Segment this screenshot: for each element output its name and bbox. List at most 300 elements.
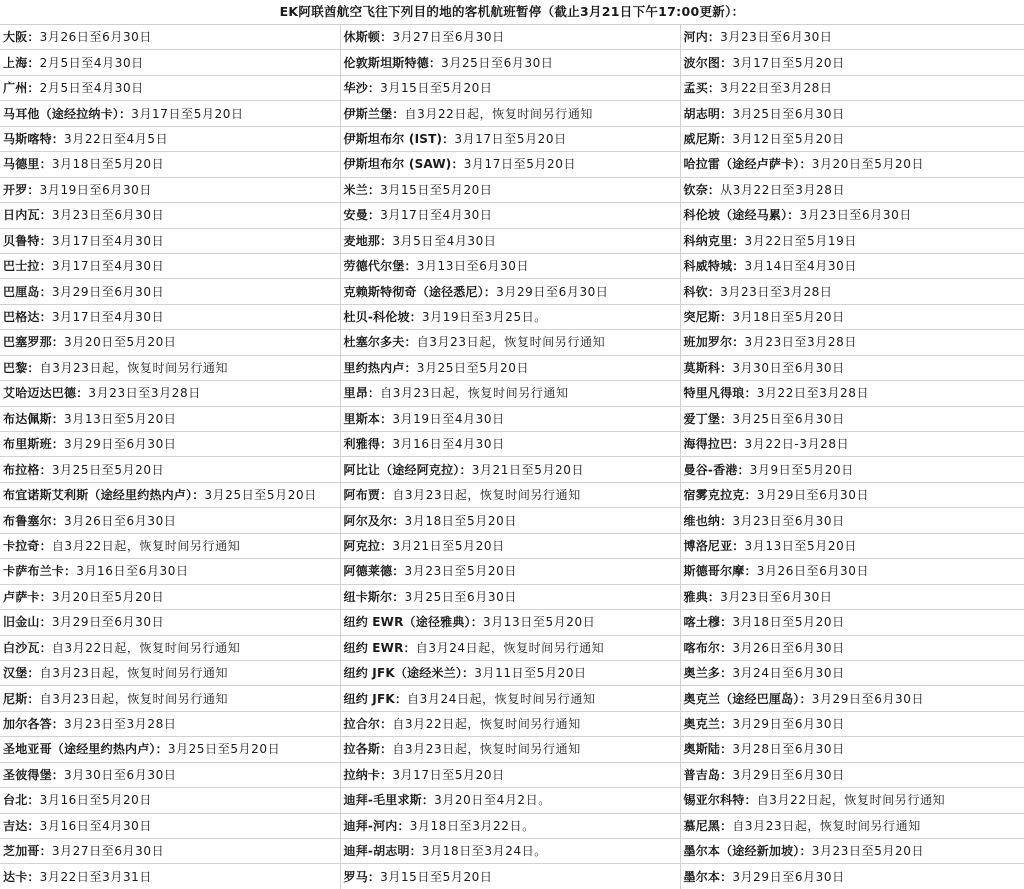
table-row (0, 330, 1024, 355)
table-cell (340, 203, 680, 228)
table-cell (680, 584, 1024, 609)
table-row (0, 457, 1024, 482)
table-cell (0, 152, 340, 177)
table-cell (340, 330, 680, 355)
suspension-period: 3月29日至6月30日 (732, 717, 845, 732)
suspension-period: 自3月23日起，恢复时间另行通知 (392, 742, 581, 757)
suspension-period: 自3月23日起，恢复时间另行通知 (732, 818, 921, 833)
destination-name: 巴格达： (3, 310, 52, 325)
destination-name: 墨尔本： (683, 869, 733, 884)
table-cell (680, 177, 1024, 202)
table-cell (0, 864, 340, 889)
destination-name: 卡拉奇： (3, 538, 52, 553)
suspension-period: 自3月24日起，恢复时间另行通知 (407, 691, 596, 706)
destination-name: 拉纳卡： (343, 767, 393, 782)
table-cell (340, 355, 680, 380)
table-cell (0, 279, 340, 304)
destination-name: 劳德代尔堡： (343, 259, 417, 274)
destination-name: 奥克兰： (683, 717, 733, 732)
table-cell (340, 279, 680, 304)
suspension-period: 3月29日至6月30日 (496, 284, 609, 299)
table-cell (680, 355, 1024, 380)
suspension-period: 自3月22日起，恢复时间另行通知 (392, 717, 581, 732)
destination-name: 爱丁堡： (683, 411, 733, 426)
suspension-period: 3月22日至3月28日 (756, 386, 870, 401)
table-row (0, 508, 1024, 533)
table-cell (680, 101, 1024, 126)
table-row (0, 660, 1024, 685)
suspension-period: 3月23日至6月30日 (51, 208, 165, 223)
destination-name: 布里斯班： (3, 437, 65, 452)
suspension-period: 3月29日至6月30日 (51, 284, 165, 299)
destination-name: 维也纳： (683, 513, 733, 528)
table-cell (680, 279, 1024, 304)
suspension-period: 3月13日至5月20日 (744, 538, 857, 553)
destination-name: 阿尔及尔： (343, 513, 405, 528)
suspension-period: 3月26日至6月30日 (756, 564, 870, 579)
destination-name: 伊斯坦布尔 (SAW)： (343, 157, 464, 172)
destination-name: 杜贝-科伦坡： (343, 310, 422, 325)
destination-name: 拉合尔： (343, 717, 393, 732)
destination-name: 奥兰多： (683, 666, 733, 681)
table-row (0, 228, 1024, 253)
suspension-period: 3月20日至5月20日 (64, 335, 177, 350)
destination-name: 河内： (683, 30, 721, 45)
table-cell (0, 533, 340, 558)
destination-name: 杜塞尔多夫： (343, 335, 417, 350)
suspension-period: 自3月23日起，恢复时间另行通知 (416, 335, 606, 350)
destination-name: 慕尼黑： (683, 818, 733, 833)
suspension-period: 3月30日至6月30日 (64, 767, 177, 782)
table-cell (340, 533, 680, 558)
destination-name: 斯德哥尔摩： (683, 564, 757, 579)
destination-name: 科纳克里： (683, 233, 745, 248)
suspension-period: 3月25日至5月20日 (416, 360, 530, 375)
table-cell (0, 25, 340, 50)
table-cell (0, 253, 340, 278)
table-cell (340, 50, 680, 75)
table-row (0, 126, 1024, 151)
suspension-period: 3月23日至6月30日 (732, 513, 845, 528)
destination-name: 雅典： (683, 589, 721, 604)
table-cell (680, 203, 1024, 228)
table-cell (680, 126, 1024, 151)
suspension-period: 3月27日至6月30日 (51, 844, 165, 859)
table-cell (0, 635, 340, 660)
destination-name: 伊斯坦布尔 (IST)： (343, 131, 455, 146)
destination-name: 里昂： (343, 386, 381, 401)
suspension-period: 3月23日至6月30日 (720, 30, 833, 45)
table-cell (340, 482, 680, 507)
destination-name: 台北： (3, 793, 40, 808)
table-cell (680, 228, 1024, 253)
table-cell (680, 457, 1024, 482)
destination-name: 迪拜-河内： (343, 818, 410, 833)
table-cell (340, 253, 680, 278)
suspension-period: 3月29日至6月30日 (51, 615, 165, 630)
suspension-period: 3月16日至5月20日 (39, 793, 153, 808)
destination-name: 巴黎： (3, 360, 40, 375)
suspension-period: 从3月22日至3月28日 (720, 182, 846, 197)
table-row (0, 711, 1024, 736)
destination-name: 钦奈： (683, 182, 721, 197)
table-cell (680, 762, 1024, 787)
table-cell (340, 559, 680, 584)
table-cell (680, 711, 1024, 736)
destination-name: 迪拜-胡志明： (343, 844, 422, 859)
suspension-period: 3月13日至6月30日 (416, 259, 530, 274)
suspension-period: 3月25日至5月20日 (204, 488, 317, 503)
table-cell (680, 660, 1024, 685)
destination-name: 吉达： (3, 818, 40, 833)
table-cell (0, 660, 340, 685)
destination-name: 开罗： (3, 182, 40, 197)
suspension-period: 3月20日至5月20日 (51, 589, 165, 604)
table-cell (0, 788, 340, 813)
table-cell (680, 25, 1024, 50)
table-row (0, 406, 1024, 431)
suspension-period: 3月17日至5月20日 (732, 55, 845, 70)
destination-name: 阿比让（途经阿克拉）： (343, 462, 472, 477)
table-row (0, 635, 1024, 660)
table-cell (340, 126, 680, 151)
destination-name: 莫斯科： (683, 360, 733, 375)
suspension-period: 3月13日至5月20日 (64, 411, 177, 426)
suspension-period: 3月16日至4月30日 (39, 818, 153, 833)
suspension-period: 3月23日至3月28日 (744, 335, 857, 350)
destination-name: 克赖斯特彻奇（途径悉尼）： (343, 284, 497, 299)
table-cell (340, 788, 680, 813)
table-cell (340, 660, 680, 685)
suspension-period: 3月18日至5月20日 (732, 310, 845, 325)
suspension-period: 3月11日至5月20日 (474, 666, 587, 681)
destination-name: 马德里： (3, 157, 52, 172)
destination-name: 卡萨布兰卡： (3, 564, 77, 579)
destination-name: 米兰： (343, 182, 381, 197)
destination-name: 卢萨卡： (3, 589, 52, 604)
destination-name: 胡志明： (683, 106, 733, 121)
suspension-period: 3月9日至5月20日 (749, 462, 854, 477)
destination-name: 孟买： (683, 81, 721, 96)
page-title: EK阿联酋航空飞往下列目的地的客机航班暂停（截止3月21日下午17:00更新）： (0, 0, 1024, 25)
suspension-period: 3月5日至4月30日 (392, 233, 497, 248)
destination-name: 达卡： (3, 869, 40, 884)
table-cell (0, 432, 340, 457)
table-cell (340, 610, 680, 635)
table-cell (680, 432, 1024, 457)
table-cell (680, 686, 1024, 711)
suspension-period: 自3月22日起，恢复时间另行通知 (51, 538, 241, 553)
destination-name: 特里凡得琅： (683, 386, 757, 401)
table-row (0, 686, 1024, 711)
table-row (0, 610, 1024, 635)
table-row (0, 813, 1024, 838)
suspension-period: 3月17日至5月20日 (392, 767, 505, 782)
suspension-period: 3月24日至6月30日 (732, 666, 845, 681)
destination-name: 宿雾克拉克： (683, 488, 757, 503)
table-row (0, 482, 1024, 507)
destination-name: 阿德莱德： (343, 564, 405, 579)
table-cell (0, 101, 340, 126)
destination-name: 上海： (3, 55, 40, 70)
table-cell (680, 75, 1024, 100)
suspension-period: 3月16日至4月30日 (392, 437, 505, 452)
table-row (0, 533, 1024, 558)
destination-name: 奥斯陆： (683, 742, 733, 757)
table-cell (680, 864, 1024, 889)
table-cell (340, 152, 680, 177)
suspension-period: 3月18日至5月20日 (404, 513, 517, 528)
destination-name: 芝加哥： (3, 844, 52, 859)
suspension-period: 3月23日至3月28日 (88, 386, 201, 401)
table-cell (680, 50, 1024, 75)
destination-name: 休斯顿： (343, 30, 393, 45)
suspension-period: 3月18日至5月20日 (51, 157, 165, 172)
suspension-period: 3月18日至5月20日 (732, 615, 845, 630)
suspension-period: 3月17日至5月20日 (131, 106, 244, 121)
suspension-period: 3月22日至3月28日 (720, 81, 833, 96)
table-cell (340, 406, 680, 431)
table-cell (0, 584, 340, 609)
suspension-period: 自3月22日起，恢复时间另行通知 (756, 793, 946, 808)
suspension-period: 3月29日至6月30日 (811, 691, 925, 706)
table-cell (340, 813, 680, 838)
table-cell (0, 304, 340, 329)
suspension-period: 3月29日至6月30日 (64, 437, 177, 452)
suspension-period: 自3月22日起，恢复时间另行通知 (404, 106, 594, 121)
suspension-period: 3月17日至5月20日 (463, 157, 577, 172)
destination-name: 布拉格： (3, 462, 52, 477)
suspension-period: 自3月23日起，恢复时间另行通知 (392, 488, 581, 503)
suspension-period: 3月18日至3月22日。 (409, 818, 535, 833)
suspension-period: 自3月23日起，恢复时间另行通知 (39, 691, 229, 706)
table-cell (680, 559, 1024, 584)
suspension-table-body (0, 25, 1024, 889)
table-cell (340, 508, 680, 533)
table-row (0, 279, 1024, 304)
suspension-period: 3月15日至5月20日 (380, 81, 493, 96)
table-cell (340, 686, 680, 711)
suspension-period: 3月25日至6月30日 (441, 55, 554, 70)
destination-name: 博洛尼亚： (683, 538, 745, 553)
table-cell (0, 839, 340, 864)
destination-name: 伦敦斯坦斯特德： (343, 55, 442, 70)
table-cell (340, 457, 680, 482)
destination-name: 日内瓦： (3, 208, 52, 223)
table-cell (340, 737, 680, 762)
table-cell (680, 737, 1024, 762)
suspension-period: 3月26日至6月30日 (732, 640, 845, 655)
table-cell (680, 482, 1024, 507)
destination-name: 喀土穆： (683, 615, 733, 630)
table-row (0, 559, 1024, 584)
suspension-period: 3月25日至6月30日 (732, 411, 845, 426)
suspension-period: 3月23日至5月20日 (404, 564, 517, 579)
destination-name: 纽卡斯尔： (343, 589, 405, 604)
table-row (0, 762, 1024, 787)
destination-name: 威尼斯： (683, 131, 733, 146)
table-cell (0, 457, 340, 482)
destination-name: 加尔各答： (3, 717, 65, 732)
destination-name: 阿布贾： (343, 488, 393, 503)
table-row (0, 788, 1024, 813)
suspension-period: 3月16日至6月30日 (76, 564, 189, 579)
table-row (0, 152, 1024, 177)
destination-name: 广州： (3, 81, 40, 96)
table-cell (340, 762, 680, 787)
table-cell (0, 711, 340, 736)
suspension-period: 3月25日至6月30日 (404, 589, 517, 604)
table-cell (0, 330, 340, 355)
destination-name: 巴士拉： (3, 259, 52, 274)
destination-name: 普吉岛： (683, 767, 733, 782)
destination-name: 布达佩斯： (3, 411, 65, 426)
table-cell (340, 228, 680, 253)
suspension-period: 3月15日至5月20日 (380, 182, 493, 197)
suspension-period: 3月26日至6月30日 (64, 513, 177, 528)
destination-name: 纽约 JFK： (343, 691, 408, 706)
table-cell (680, 788, 1024, 813)
suspension-period: 3月21日至5月20日 (392, 538, 505, 553)
table-cell (680, 610, 1024, 635)
suspension-table (0, 25, 1024, 889)
destination-name: 海得拉巴： (683, 437, 745, 452)
table-cell (680, 813, 1024, 838)
table-row (0, 253, 1024, 278)
table-row (0, 737, 1024, 762)
table-row (0, 75, 1024, 100)
suspension-period: 3月25日至5月20日 (51, 462, 165, 477)
suspension-period: 3月17日至5月20日 (454, 131, 567, 146)
suspension-period: 3月23日至6月30日 (799, 208, 912, 223)
table-row (0, 203, 1024, 228)
table-row (0, 432, 1024, 457)
suspension-period: 3月21日至5月20日 (471, 462, 585, 477)
table-cell (0, 813, 340, 838)
table-cell (340, 864, 680, 889)
destination-name: 伊斯兰堡： (343, 106, 405, 121)
suspension-period: 自3月23日起，恢复时间另行通知 (39, 666, 229, 681)
suspension-period: 3月29日至6月30日 (732, 767, 845, 782)
suspension-period: 3月25日至6月30日 (732, 106, 845, 121)
table-row (0, 355, 1024, 380)
suspension-period: 3月23日至6月30日 (720, 589, 833, 604)
table-cell (0, 482, 340, 507)
destination-name: 巴塞罗那： (3, 335, 65, 350)
table-cell (340, 177, 680, 202)
table-cell (0, 50, 340, 75)
destination-name: 曼谷-香港： (683, 462, 750, 477)
table-cell (0, 203, 340, 228)
suspension-period: 3月14日至4月30日 (744, 259, 857, 274)
destination-name: 巴厘岛： (3, 284, 52, 299)
table-cell (0, 610, 340, 635)
destination-name: 墨尔本（途经新加坡）： (683, 844, 812, 859)
table-cell (0, 381, 340, 406)
suspension-period: 3月19日至3月25日。 (421, 310, 547, 325)
table-cell (0, 228, 340, 253)
destination-name: 大阪： (3, 30, 40, 45)
suspension-period: 3月17日至4月30日 (51, 259, 165, 274)
table-row (0, 584, 1024, 609)
table-cell (680, 330, 1024, 355)
table-cell (680, 508, 1024, 533)
table-cell (340, 75, 680, 100)
suspension-period: 3月30日至6月30日 (732, 360, 845, 375)
table-cell (680, 253, 1024, 278)
suspension-period: 3月20日至4月2日。 (434, 793, 551, 808)
destination-name: 迪拜-毛里求斯： (343, 793, 435, 808)
suspension-period: 3月22日至3月31日 (39, 869, 153, 884)
destination-name: 里斯本： (343, 411, 393, 426)
suspension-period: 自3月23日起，恢复时间另行通知 (39, 360, 229, 375)
suspension-period: 3月19日至4月30日 (392, 411, 505, 426)
suspension-period: 3月22日-3月28日 (744, 437, 850, 452)
destination-name: 班加罗尔： (683, 335, 745, 350)
destination-name: 科钦： (683, 284, 721, 299)
table-cell (340, 839, 680, 864)
table-cell (680, 635, 1024, 660)
destination-name: 突尼斯： (683, 310, 733, 325)
suspension-period: 3月27日至6月30日 (392, 30, 505, 45)
destination-name: 布鲁塞尔： (3, 513, 65, 528)
suspension-period: 3月13日至5月20日 (482, 615, 596, 630)
destination-name: 麦地那： (343, 233, 393, 248)
table-cell (680, 304, 1024, 329)
suspension-period: 3月12日至5月20日 (732, 131, 845, 146)
table-cell (680, 839, 1024, 864)
destination-name: 马耳他（途经拉纳卡）： (3, 106, 132, 121)
destination-name: 科伦坡（途经马累）： (683, 208, 800, 223)
destination-name: 圣地亚哥（途经里约热内卢）： (3, 742, 168, 757)
table-cell (340, 711, 680, 736)
destination-name: 锡亚尔科特： (683, 793, 757, 808)
table-cell (340, 635, 680, 660)
destination-name: 旧金山： (3, 615, 52, 630)
suspension-period: 3月18日至3月24日。 (421, 844, 547, 859)
suspension-period: 自3月24日起，恢复时间另行通知 (415, 640, 605, 655)
table-cell (680, 152, 1024, 177)
destination-name: 白沙瓦： (3, 640, 52, 655)
destination-name: 安曼： (343, 208, 381, 223)
table-cell (340, 584, 680, 609)
table-cell (0, 737, 340, 762)
destination-name: 圣彼得堡： (3, 767, 65, 782)
destination-name: 纽约 EWR（途径雅典）： (343, 615, 483, 630)
suspension-period: 2月5日至4月30日 (39, 55, 144, 70)
destination-name: 艾哈迈达巴德： (3, 386, 89, 401)
suspension-period: 3月29日至6月30日 (732, 869, 845, 884)
table-cell (680, 381, 1024, 406)
table-row (0, 304, 1024, 329)
destination-name: 阿克拉： (343, 538, 393, 553)
table-cell (0, 686, 340, 711)
table-cell (0, 762, 340, 787)
suspension-period: 3月23日至3月28日 (64, 717, 177, 732)
destination-name: 尼斯： (3, 691, 40, 706)
destination-name: 布宜诺斯艾利斯（途经里约热内卢）： (3, 488, 205, 503)
destination-name: 喀布尔： (683, 640, 733, 655)
table-cell (0, 508, 340, 533)
table-cell (340, 304, 680, 329)
table-cell (680, 533, 1024, 558)
table-cell (0, 406, 340, 431)
suspension-period: 3月17日至4月30日 (51, 310, 165, 325)
destination-name: 华沙： (343, 81, 381, 96)
table-row (0, 50, 1024, 75)
suspension-period: 3月26日至6月30日 (39, 30, 153, 45)
suspension-period: 3月17日至4月30日 (380, 208, 493, 223)
